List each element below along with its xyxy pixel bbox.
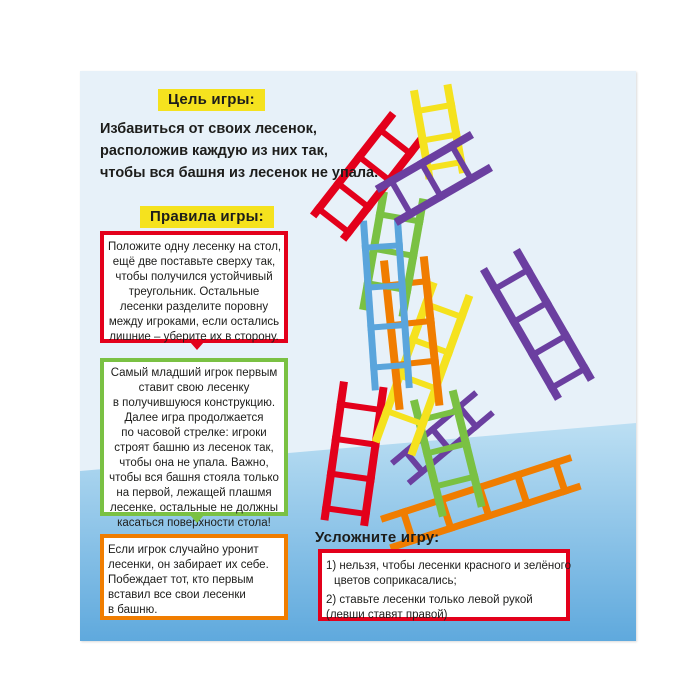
rules-card <box>80 71 636 641</box>
goal-line: Избавиться от своих лесенок, <box>100 121 317 137</box>
goal-text <box>100 118 430 184</box>
rules-step-1-line: треугольник. Остальные <box>128 286 260 298</box>
rules-step-2-line: чтобы она не упала. Важно, <box>119 457 269 469</box>
rules-step-1-line: Положите одну лесенку на стол, <box>108 241 282 253</box>
rules-step-3-line: Если игрок случайно уронит <box>108 544 259 556</box>
harder-item-2-line: (левши ставят правой) <box>326 609 448 621</box>
speech-tail <box>190 342 204 350</box>
rules-step-1-line: между игроками, если остались <box>108 316 280 328</box>
speech-tail <box>190 515 204 523</box>
rules-step-1-line: чтобы получился устойчивый <box>115 271 273 283</box>
goal-line: расположив каждую из них так, <box>100 143 328 159</box>
rules-step-2-line: чтобы вся башня стояла только <box>109 472 279 484</box>
rules-step-2-line: строят башню из лесенок так, <box>114 442 274 454</box>
rules-step-2-line: в получившуюся конструкцию. <box>112 397 276 409</box>
rules-step-2-line: лесенке, остальные не должны <box>110 502 278 514</box>
rules-step-3-line: Побеждает тот, кто первым <box>108 574 254 586</box>
rules-step-3-box <box>100 534 288 620</box>
rules-step-2-line: касаться поверхности стола! <box>117 517 271 529</box>
harder-item-2-line: 2) ставьте лесенки только левой рукой <box>326 594 533 606</box>
harder-item-1-line: 1) нельзя, чтобы лесенки красного и зелёного <box>326 560 572 572</box>
rules-step-1-box <box>100 231 288 343</box>
rules-step-2-line: по часовой стрелке: игроки <box>121 427 267 439</box>
rules-step-3-line: лесенки, он забирает их себе. <box>108 559 269 571</box>
harder-item-1-line: цветов соприкасались; <box>334 575 457 587</box>
rules-step-3-line: вставил все свои лесенки <box>108 589 246 601</box>
ladder-purple-right <box>480 248 595 401</box>
rules-step-2-line: Далее игра продолжается <box>124 412 264 424</box>
rules-step-2-line: Самый младший игрок первым <box>110 367 278 379</box>
rules-step-2-box <box>100 358 288 529</box>
rules-step-1-line: лесенки разделите поровну <box>119 301 269 313</box>
harder-box <box>318 549 570 621</box>
rules-step-1-line: ещё две поставьте сверху так, <box>112 256 276 268</box>
ladder-red-lower <box>321 381 388 526</box>
rules-heading: Правила игры: <box>140 206 274 228</box>
rules-step-2-line: на первой, лежащей плашмя <box>116 487 272 499</box>
rules-step-3-line: в башню. <box>108 604 158 616</box>
harder-heading: Усложните игру: <box>315 529 440 546</box>
rules-step-2-line: ставит свою лесенку <box>138 382 250 394</box>
rules-step-1-line: лишние – уберите их в сторону. <box>109 331 279 343</box>
goal-line: чтобы вся башня из лесенок не упала. <box>100 165 379 181</box>
goal-heading: Цель игры: <box>158 89 265 111</box>
